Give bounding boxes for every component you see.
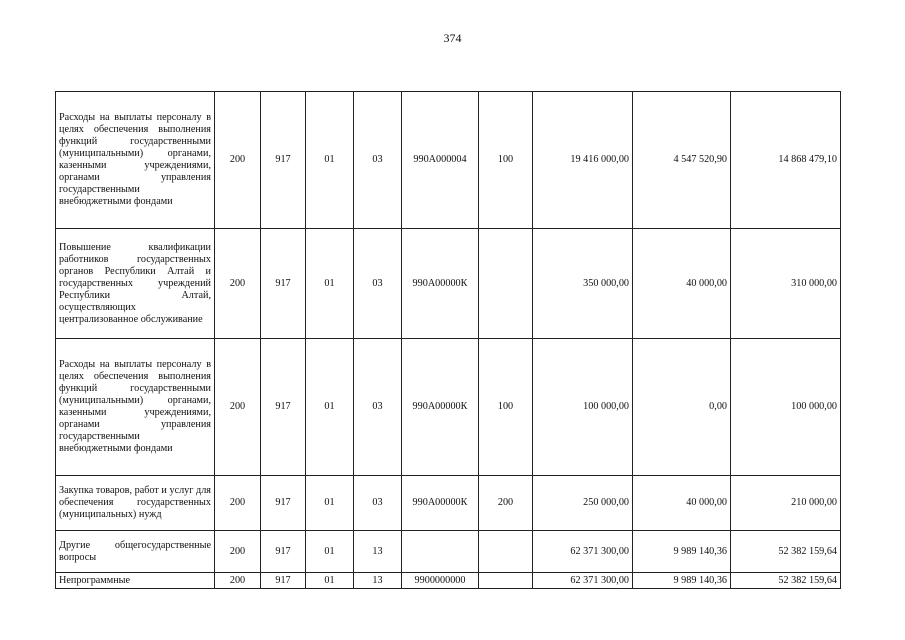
cell-sum-fact: 9 989 140,36 [633,531,731,573]
table-row [56,531,841,573]
cell-ved: 917 [261,531,306,573]
cell-csr: 9900000000 [402,573,479,589]
page-number: 374 [443,31,462,45]
cell-pr: 01 [306,339,354,476]
cell-vr: 200 [479,476,533,531]
cell-pr: 01 [306,531,354,573]
cell-sum-fact: 40 000,00 [633,476,731,531]
cell-ved: 917 [261,229,306,339]
cell-rz: 200 [215,339,261,476]
cell-ps: 13 [354,573,402,589]
cell-sum-plan: 62 371 300,00 [533,531,633,573]
cell-sum-rest: 100 000,00 [731,339,841,476]
cell-csr: 990А00000К [402,229,479,339]
cell-ved: 917 [261,339,306,476]
cell-ved: 917 [261,476,306,531]
table-row [56,573,841,589]
cell-sum-plan: 350 000,00 [533,229,633,339]
cell-ps: 03 [354,92,402,229]
cell-rz: 200 [215,531,261,573]
cell-sum-plan: 62 371 300,00 [533,573,633,589]
row-description: Расходы на выплаты персоналу в целях обеспечения выполнения функций государственными (муниципальными) органами, казенными учреждениями, органами управления государственными внебюджетными фондами [56,92,215,229]
row-description: Закупка товаров, работ и услуг для обеспечения государственных (муниципальных) нужд [56,476,215,531]
cell-ved: 917 [261,573,306,589]
cell-sum-rest: 210 000,00 [731,476,841,531]
table-row [56,229,841,339]
cell-rz: 200 [215,92,261,229]
cell-sum-rest: 52 382 159,64 [731,573,841,589]
cell-rz: 200 [215,476,261,531]
cell-vr [479,531,533,573]
cell-sum-plan: 100 000,00 [533,339,633,476]
cell-ps: 03 [354,229,402,339]
cell-sum-fact: 0,00 [633,339,731,476]
cell-vr: 100 [479,339,533,476]
cell-pr: 01 [306,573,354,589]
cell-rz: 200 [215,573,261,589]
cell-csr: 990А00000К [402,476,479,531]
cell-csr: 990А000004 [402,92,479,229]
row-description: Повышение квалификации работников государственных органов Республики Алтай и государственных учреждений Республики Алтай, осуществляющих централизованное обслуживание [56,229,215,339]
cell-pr: 01 [306,229,354,339]
cell-ved: 917 [261,92,306,229]
cell-pr: 01 [306,92,354,229]
table-row [56,476,841,531]
row-description: Другие общегосударственные вопросы [56,531,215,573]
cell-vr [479,573,533,589]
row-description: Расходы на выплаты персоналу в целях обеспечения выполнения функций государственными (муниципальными) органами, казенными учреждениями, органами управления государственными внебюджетными фондами [56,339,215,476]
cell-sum-rest: 14 868 479,10 [731,92,841,229]
cell-sum-plan: 250 000,00 [533,476,633,531]
cell-ps: 03 [354,339,402,476]
cell-csr: 990А00000К [402,339,479,476]
cell-sum-fact: 40 000,00 [633,229,731,339]
row-description: Непрограммные [56,573,215,589]
cell-sum-plan: 19 416 000,00 [533,92,633,229]
cell-csr [402,531,479,573]
table-row [56,92,841,229]
cell-sum-rest: 310 000,00 [731,229,841,339]
table-row [56,339,841,476]
cell-sum-fact: 9 989 140,36 [633,573,731,589]
cell-ps: 13 [354,531,402,573]
cell-rz: 200 [215,229,261,339]
budget-table [55,91,841,589]
cell-sum-fact: 4 547 520,90 [633,92,731,229]
cell-ps: 03 [354,476,402,531]
cell-vr [479,229,533,339]
cell-pr: 01 [306,476,354,531]
cell-sum-rest: 52 382 159,64 [731,531,841,573]
cell-vr: 100 [479,92,533,229]
